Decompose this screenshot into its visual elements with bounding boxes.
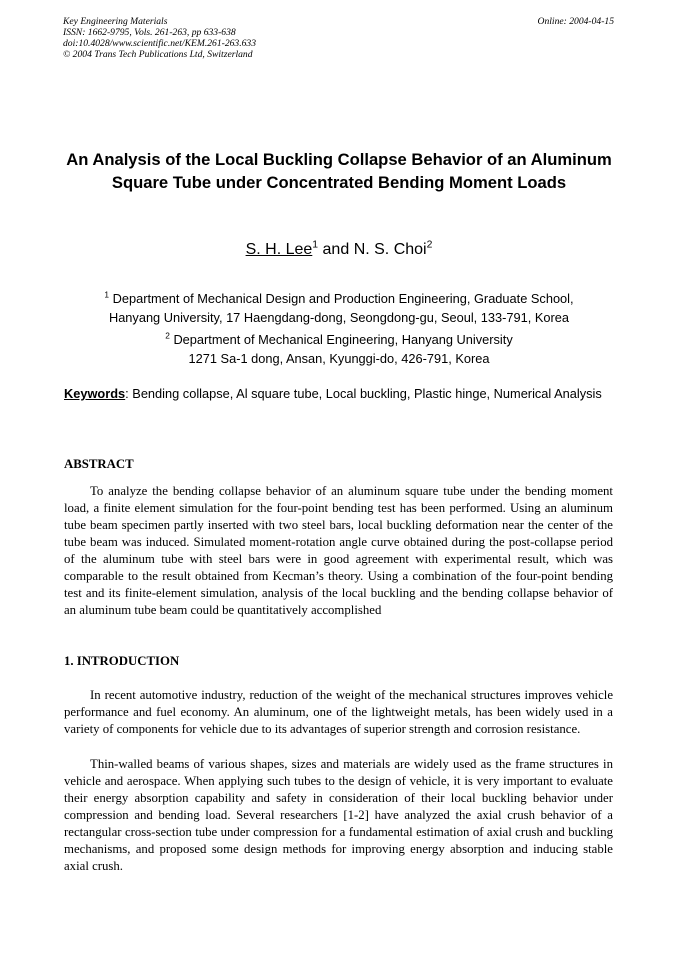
- abstract-heading: ABSTRACT: [64, 457, 134, 471]
- author-line: [0, 239, 678, 261]
- author-1-sup: 1: [312, 239, 319, 251]
- introduction-paragraph-2: Thin-walled beams of various shapes, sizes and materials are widely used as the frame structures in vehicle and aerospace. When applying such tubes to the design of vehicle, it is very important to evaluate their energy absorption capability and safety in consideration of their local buckling behavior under compression and bending load. Several researchers [1-2] have analyzed the axial crush behavior of a rectangular cross-section tube under compression for a fundamental estimation of axial crush and buckling mechanisms, and proposed some design methods for improving energy absorption and inducing stable axial crush.: [64, 757, 613, 873]
- abstract-text: To analyze the bending collapse behavior of an aluminum square tube under the bending moment load, a finite element simulation for the four-point bending test has been performed. Using an aluminum tube beam specimen partly inserted with two steel bars, local buckling deformation near the center of the tube beam was induced. Simulated moment-rotation angle curve obtained during the post-collapse period of the aluminum tube with steel bars were in good agreement with experimental result, which was comparable to the result obtained from Kecman’s theory. Using a combination of the four-point bending test and its finite-element simulation, analysis of the local buckling and the bending collapse behavior of an aluminum tube beam could be quantitatively accomplished: [64, 484, 613, 617]
- journal-header: [63, 16, 256, 60]
- journal-name: Key Engineering Materials: [63, 16, 168, 27]
- affiliation-1-sup: 1: [104, 289, 110, 300]
- issn-line: ISSN: 1662-9795, Vols. 261-263, pp 633-638: [63, 27, 236, 38]
- author-1: S. H. Lee: [245, 241, 313, 258]
- affiliation-1-line-2: Hanyang University, 17 Haengdang-dong, Seongdong-gu, Seoul, 133-791, Korea: [108, 310, 570, 325]
- introduction-heading: 1. INTRODUCTION: [64, 654, 180, 668]
- author-2-sup: 2: [426, 239, 433, 251]
- author-2: N. S. Choi: [353, 241, 427, 258]
- affiliation-1: [40, 289, 638, 327]
- keywords-label: Keywords: [64, 386, 126, 401]
- copyright-line: © 2004 Trans Tech Publications Ltd, Switzerland: [63, 49, 253, 60]
- affiliation-2-line-1: Department of Mechanical Engineering, Hanyang University: [173, 332, 513, 347]
- author-conjunction: and: [322, 241, 350, 258]
- affiliation-1-line-1: Department of Mechanical Design and Production Engineering, Graduate School,: [112, 291, 574, 306]
- affiliation-2-sup: 2: [165, 330, 170, 341]
- paper-title: An Analysis of the Local Buckling Collapse Behavior of an Aluminum Square Tube under Concentrated Bending Moment Loads: [66, 150, 612, 192]
- affiliation-2: [40, 330, 638, 368]
- introduction-paragraph-1: In recent automotive industry, reduction of the weight of the mechanical structures improves vehicle performance and fuel economy. An aluminum, one of the lightweight metals, has been widely used in a variety of components for vehicle due to its advantages of superior strength and corrosion resistance.: [64, 688, 613, 736]
- doi-line[interactable]: doi:10.4028/www.scientific.net/KEM.261-263.633: [63, 38, 257, 49]
- affiliation-2-line-2: 1271 Sa-1 dong, Ansan, Kyunggi-do, 426-791, Korea: [188, 351, 490, 366]
- keywords: [64, 385, 613, 402]
- keywords-text: : Bending collapse, Al square tube, Local buckling, Plastic hinge, Numerical Analysis: [125, 386, 602, 401]
- online-date: Online: 2004-04-15: [537, 16, 614, 27]
